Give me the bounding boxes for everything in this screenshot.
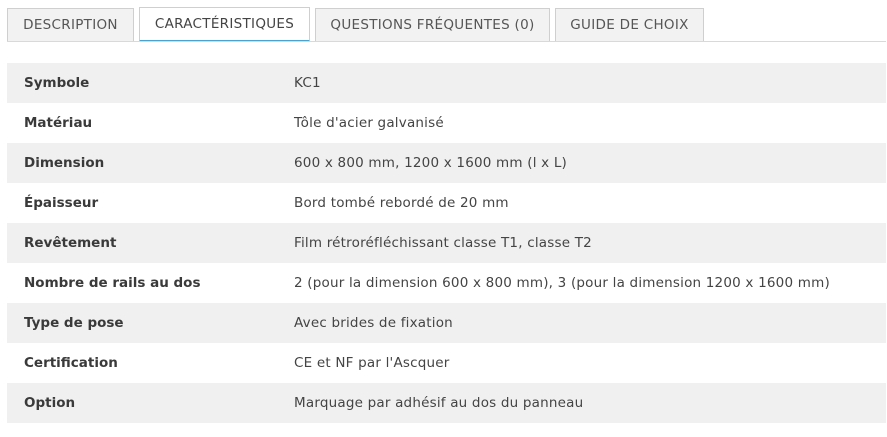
spec-value: Film rétroréfléchissant classe T1, classe T2 [294, 235, 592, 251]
spec-value: Avec brides de fixation [294, 315, 453, 331]
spec-label: Revêtement [24, 235, 117, 251]
spec-label: Symbole [24, 75, 90, 91]
spec-row-revetement [7, 223, 886, 263]
spec-value: Tôle d'acier galvanisé [294, 115, 444, 131]
spec-label: Épaisseur [24, 195, 99, 211]
spec-row-materiau [7, 103, 886, 143]
tab-questions-frequentes[interactable]: QUESTIONS FRÉQUENTES (0) [315, 8, 550, 42]
spec-row-nombre-de-rails [7, 263, 886, 303]
spec-row-certification [7, 343, 886, 383]
spec-value: 2 (pour la dimension 600 x 800 mm), 3 (pour la dimension 1200 x 1600 mm) [294, 275, 830, 291]
spec-label: Dimension [24, 155, 105, 171]
spec-row-dimension [7, 143, 886, 183]
spec-value: CE et NF par l'Ascquer [294, 355, 450, 371]
spec-label: Option [24, 395, 76, 411]
product-tabs [7, 8, 709, 42]
tab-divider [7, 41, 886, 42]
spec-label: Certification [24, 355, 118, 371]
tab-caracteristiques[interactable]: CARACTÉRISTIQUES [139, 7, 310, 42]
spec-row-symbole [7, 63, 886, 103]
spec-label: Nombre de rails au dos [24, 275, 201, 291]
tab-guide-de-choix[interactable]: GUIDE DE CHOIX [555, 8, 704, 42]
spec-value: Marquage par adhésif au dos du panneau [294, 395, 584, 411]
tab-description[interactable]: DESCRIPTION [7, 8, 134, 42]
spec-row-epaisseur [7, 183, 886, 223]
spec-row-option [7, 383, 886, 423]
spec-value: KC1 [294, 75, 321, 91]
spec-row-type-de-pose [7, 303, 886, 343]
spec-label: Type de pose [24, 315, 124, 331]
spec-value: Bord tombé rebordé de 20 mm [294, 195, 509, 211]
spec-label: Matériau [24, 115, 93, 131]
spec-value: 600 x 800 mm, 1200 x 1600 mm (l x L) [294, 155, 568, 171]
specifications-table [7, 63, 886, 423]
